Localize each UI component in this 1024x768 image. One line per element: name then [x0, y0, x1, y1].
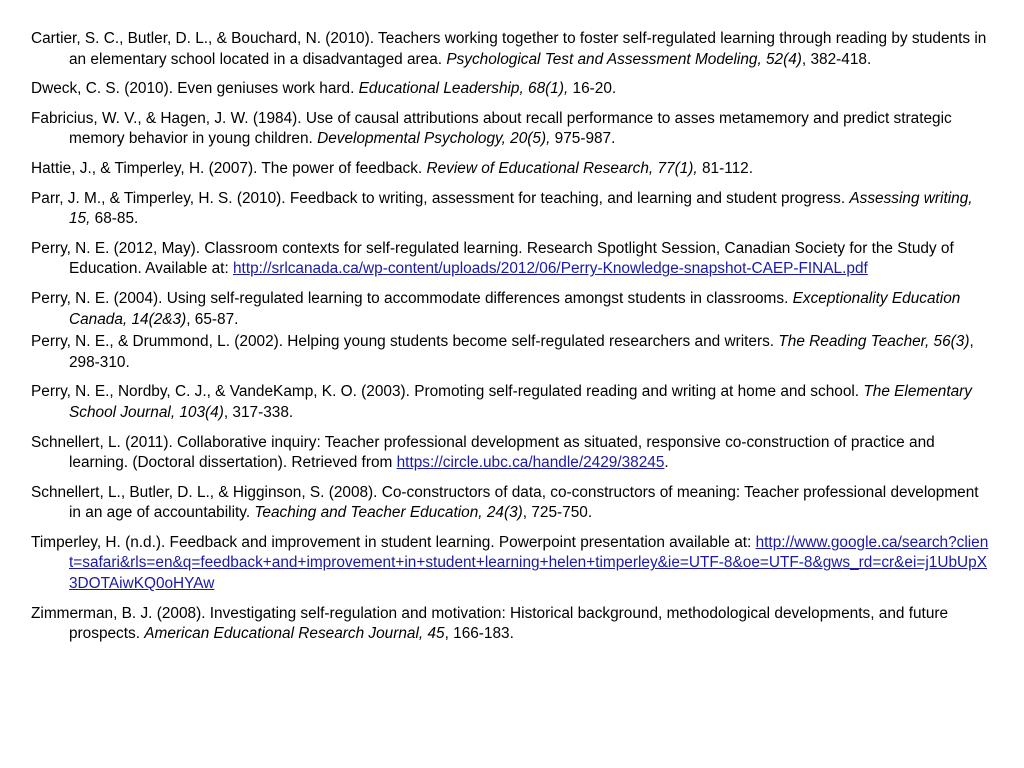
reference-text: Hattie, J., & Timperley, H. (2007). The power of feedback. — [31, 159, 427, 177]
reference-source: Psychological Test and Assessment Modeling, 52(4) — [446, 50, 802, 68]
reference-text: Perry, N. E., & Drummond, L. (2002). Helping young students become self-regulated researchers and writers. — [31, 333, 779, 351]
reference-text: Perry, N. E. (2004). Using self-regulated learning to accommodate differences amongst students in classrooms. — [31, 289, 793, 307]
reference-link[interactable]: http://srlcanada.ca/wp-content/uploads/2012/06/Perry-Knowledge-snapshot-CAEP-FINAL.pdf — [233, 260, 868, 278]
reference-pages: , 725-750. — [522, 504, 593, 522]
reference-text: Perry, N. E., Nordby, C. J., & VandeKamp, K. O. (2003). Promoting self-regulated reading and writing at home and school. — [31, 383, 864, 401]
reference-pages: , 382-418. — [801, 50, 872, 68]
reference-link[interactable]: https://circle.ubc.ca/handle/2429/38245 — [396, 454, 665, 472]
reference-item — [31, 29, 991, 70]
reference-item — [31, 79, 991, 100]
reference-item — [31, 332, 991, 373]
reference-pages: , 65-87. — [186, 310, 239, 328]
reference-pages: . — [664, 454, 669, 472]
reference-source: Exceptionality Education Canada, 14(2&3) — [69, 289, 961, 328]
reference-source: The Elementary School Journal, 103(4) — [69, 383, 972, 421]
reference-item — [31, 433, 991, 474]
reference-text: Parr, J. M., & Timperley, H. S. (2010). Feedback to writing, assessment for teaching, and learning and student progress. — [31, 189, 850, 207]
reference-item — [31, 189, 991, 230]
reference-item — [31, 289, 991, 330]
reference-text: Schnellert, L., Butler, D. L., & Higginson, S. (2008). Co-constructors of data, co-constructors of meaning: Teacher professional development in an age of accountability. — [31, 483, 979, 522]
reference-source: Assessing writing, 15, — [69, 189, 973, 228]
reference-pages: 68-85. — [90, 210, 139, 228]
reference-list — [31, 29, 991, 654]
reference-pages: 81-112. — [697, 159, 754, 177]
reference-source: Developmental Psychology, 20(5), — [317, 130, 551, 148]
reference-item — [31, 533, 991, 595]
reference-source: The Reading Teacher, 56(3) — [778, 333, 970, 351]
reference-pages: 16-20. — [568, 80, 617, 98]
reference-source: Teaching and Teacher Education, 24(3) — [254, 504, 523, 522]
reference-text: Cartier, S. C., Butler, D. L., & Bouchard, N. (2010). Teachers working together to foster self-regulated learning through reading by students in an elementary school located in a disadvantaged area. — [31, 30, 987, 68]
reference-source: Educational Leadership, 68(1), — [358, 80, 569, 98]
reference-text: Fabricius, W. V., & Hagen, J. W. (1984). Use of causal attributions about recall performance to asses metamemory and predict strategic memory behavior in young children. — [31, 109, 952, 148]
reference-pages: , 317-338. — [223, 403, 294, 421]
reference-item — [31, 159, 991, 180]
reference-item — [31, 239, 991, 280]
reference-text: Dweck, C. S. (2010). Even geniuses work hard. — [31, 80, 359, 98]
reference-text: Perry, N. E. (2012, May). Classroom contexts for self-regulated learning. Research Spotlight Session, Canadian Society for the Study of Education. Available at: — [31, 239, 954, 278]
reference-source: American Educational Research Journal, 45 — [144, 625, 445, 643]
reference-item — [31, 382, 991, 423]
reference-item — [31, 604, 991, 645]
reference-item — [31, 483, 991, 524]
reference-text: Timperley, H. (n.d.). Feedback and improvement in student learning. Powerpoint presentation available at: — [31, 533, 756, 551]
reference-link[interactable]: http://www.google.ca/search?client=safari&rls=en&q=feedback+and+improvement+in+student+learning+helen+timperley&ie=UTF-8&oe=UTF-8&gws_rd=cr&ei=j1UbUpX3DOTAiwKQ0oHYAw — [69, 533, 989, 593]
reference-pages: , 298-310. — [69, 333, 974, 371]
reference-item — [31, 109, 991, 150]
reference-text: Schnellert, L. (2011). Collaborative inquiry: Teacher professional development as situated, responsive co-construction of practice and learning. (Doctoral dissertation). Retrieved from — [31, 433, 935, 472]
reference-text: Zimmerman, B. J. (2008). Investigating self-regulation and motivation: Historical background, methodological developments, and future prospects. — [31, 604, 949, 643]
reference-pages: 975-987. — [550, 130, 616, 148]
reference-source: Review of Educational Research, 77(1), — [426, 159, 698, 177]
reference-pages: , 166-183. — [444, 625, 514, 643]
